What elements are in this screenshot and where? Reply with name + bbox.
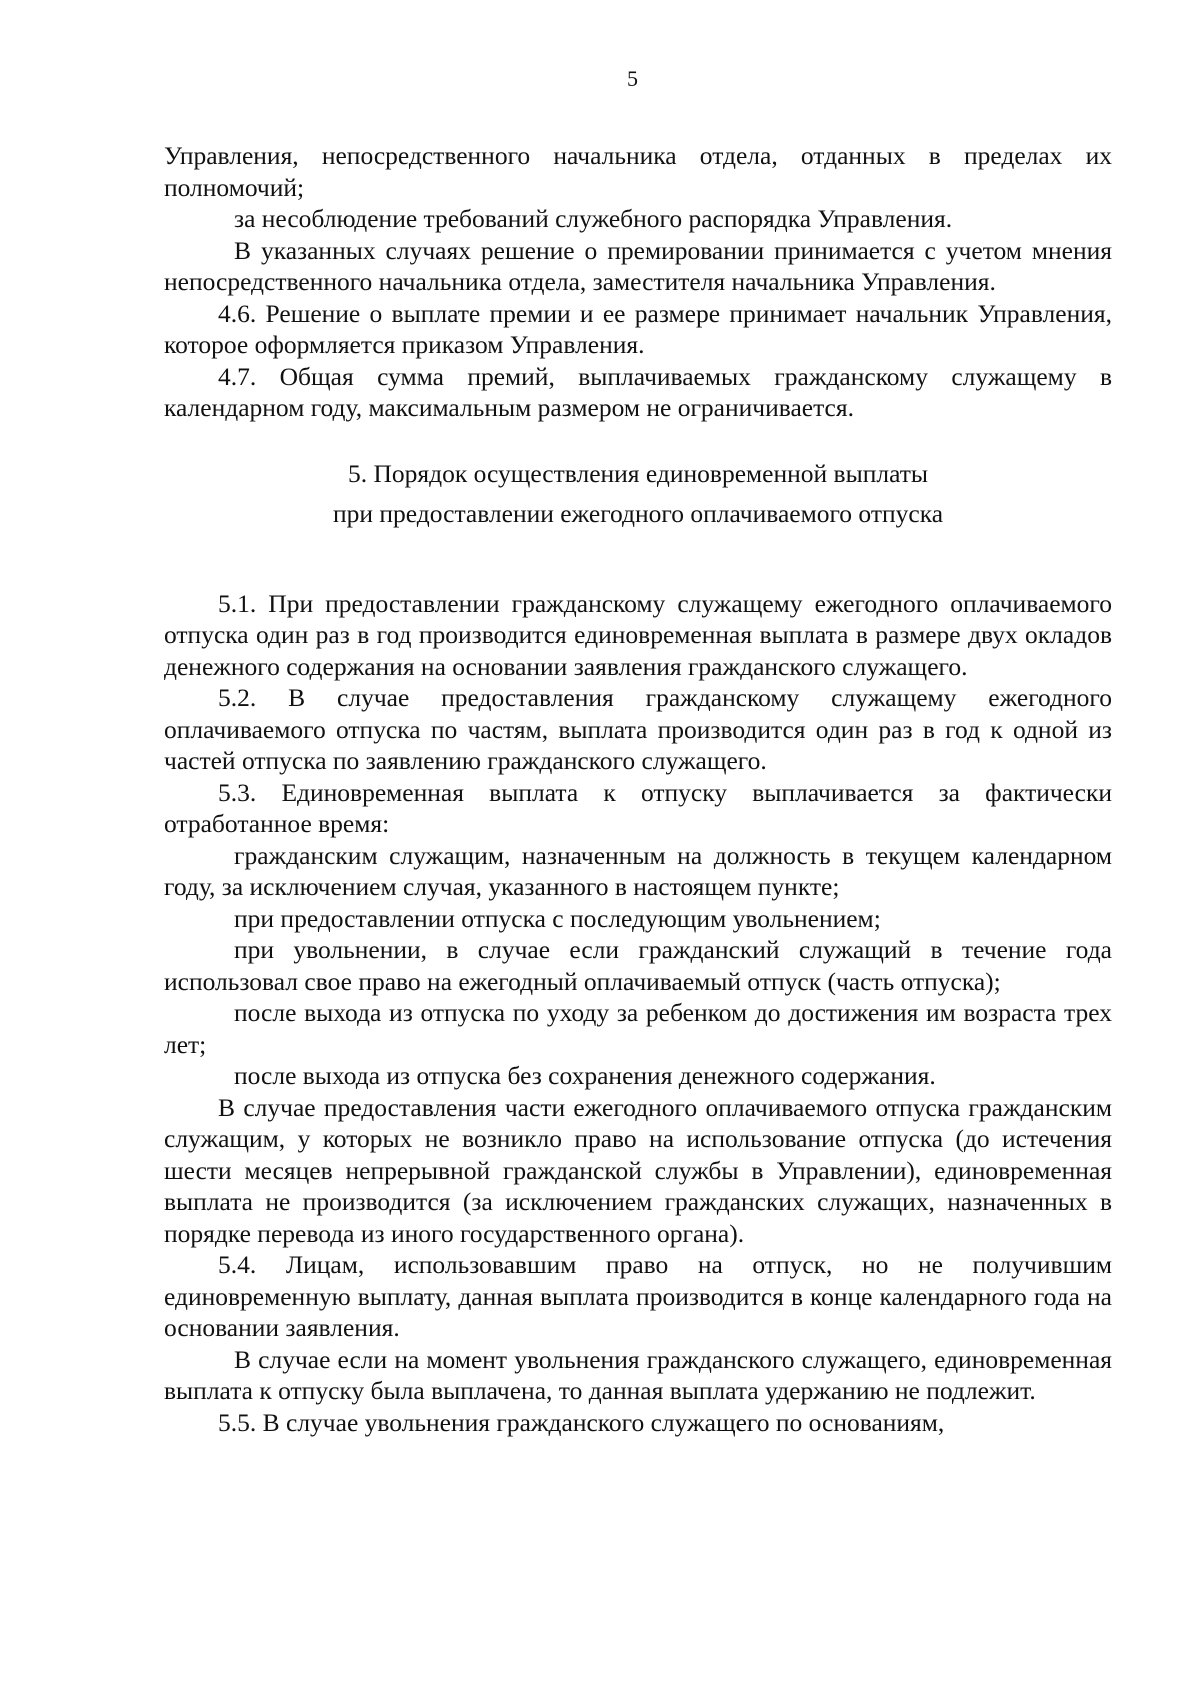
page-number: 5: [627, 66, 638, 91]
paragraph-5-3-item-childcare: после выхода из отпуска по уходу за ребенком до достижения им возраста трех лет;: [164, 998, 1112, 1059]
paragraph-4-7: 4.7. Общая сумма премий, выплачиваемых гражданскому служащему в календарном году, максимальным размером не ограничивается.: [164, 361, 1112, 422]
paragraph-continuation: Управления, непосредственного начальника отдела, отданных в пределах их полномочий;: [164, 141, 1112, 202]
paragraph-4-6: 4.6. Решение о выплате премии и ее размере принимает начальник Управления, которое оформляется приказом Управления.: [164, 298, 1112, 359]
paragraph-5-3-item-dismissal: при увольнении, в случае если гражданский служащий в течение года использовал свое право на ежегодный оплачиваемый отпуск (часть отпуска);: [164, 935, 1112, 996]
paragraph-5-5: 5.5. В случае увольнения гражданского служащего по основаниям,: [218, 1407, 945, 1437]
paragraph-5-3-item-unpaid-leave: после выхода из отпуска без сохранения денежного содержания.: [234, 1061, 936, 1090]
paragraph-5-3: 5.3. Единовременная выплата к отпуску выплачивается за фактически отработанное время:: [164, 777, 1112, 838]
paragraph-5-4: 5.4. Лицам, использовавшим право на отпуск, но не получившим единовременную выплату, данная выплата производится в конце календарного года на основании заявления.: [164, 1250, 1112, 1342]
paragraph-5-4-dismissal-case: В случае если на момент увольнения гражданского служащего, единовременная выплата к отпуску была выплачена, то данная выплата удержанию не подлежит.: [164, 1344, 1112, 1405]
paragraph-5-1: 5.1. При предоставлении гражданскому служащему ежегодного оплачиваемого отпуска один раз в год производится единовременная выплата в размере двух окладов денежного содержания на основании заявления гражданского служащего.: [164, 588, 1112, 681]
paragraph-nonobservance: за несоблюдение требований служебного распорядка Управления.: [234, 204, 953, 233]
paragraph-5-3-item-appointed: гражданским служащим, назначенным на должность в текущем календарном году, за исключением случая, указанного в настоящем пункте;: [164, 840, 1112, 901]
document-body: [164, 140, 1112, 1438]
paragraph-specified-cases: В указанных случаях решение о премировании принимается с учетом мнения непосредственного начальника отдела, заместителя начальника Управления.: [164, 235, 1112, 296]
section-title-line-2: при предоставлении ежегодного оплачиваемого отпуска: [332, 498, 944, 528]
paragraph-5-2: 5.2. В случае предоставления гражданскому служащему ежегодного оплачиваемого отпуска по частям, выплата производится один раз в год к одной из частей отпуска по заявлению гражданского служащего.: [164, 683, 1112, 775]
section-title: [164, 454, 1112, 534]
paragraph-5-3-item-dismissal-leave: при предоставлении отпуска с последующим увольнением;: [234, 903, 881, 933]
paragraph-5-3-partial-leave: В случае предоставления части ежегодного оплачиваемого отпуска гражданским служащим, у которых не возникло право на использование отпуска (до истечения шести месяцев непрерывной гражданской службы в Управлении), единовременная выплата не производится (за исключением гражданских служащих, назначенных в порядке перевода из иного государственного органа).: [164, 1092, 1112, 1248]
section-title-line-1: 5. Порядок осуществления единовременной выплаты: [347, 458, 929, 488]
